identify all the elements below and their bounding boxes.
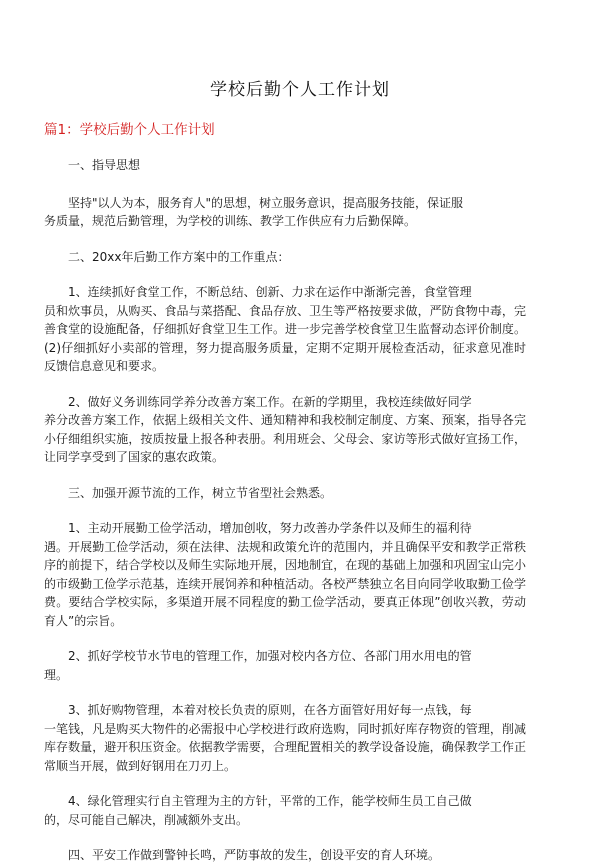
paragraph-continuation: 一笔钱，凡是购买大物件的必需报中心学校进行政府选购，同时抓好库存物资的管理，削减库存数量，避开积压资金。依据教学需要，合理配置相关的教学设备设施，确保教学工作正常顺当开展，做到好钢用在刀刃上。 <box>44 721 526 773</box>
paragraph-first-line: 3、抓好购物管理，本着对校长负责的原则，在各方面管好用好每一点钱，每 <box>68 703 472 717</box>
paragraph-continuation: 的，尽可能自己解决，削减额外支出。 <box>44 812 249 827</box>
paragraph-nutrition <box>44 393 526 467</box>
paragraph-continuation: 理。 <box>44 667 69 682</box>
paragraph-first-line: 1、主动开展勤工俭学活动，增加创收，努力改善办学条件以及师生的福利待 <box>68 521 472 535</box>
heading-work-focus: 二、20xx年后勤工作方案中的工作重点： <box>68 249 290 264</box>
heading-cost-saving: 三、加强开源节流的工作，树立节省型社会熟悉。 <box>68 485 333 500</box>
paragraph-first-line: 2、抓好学校节水节电的管理工作，加强对校内各方位、各部门用水用电的管 <box>68 649 472 663</box>
paragraph-continuation: 遇。开展勤工俭学活动，须在法律、法规和政策允许的范围内，并且确保平安和教学正常秩序的前提下，结合学校以及师生实际地开展，因地制宜，在现的基础上加强和巩固宝山完小的市级勤工俭学示范基，连续开展饲养和种植活动。各校严禁独立名目向同学收取勤工俭学费。要结合学校实际，多渠道开展不同程度的勤工俭学活动，要真正体现”创收兴教，劳动育人”的宗旨。 <box>44 539 526 628</box>
paragraph-greening <box>44 792 526 829</box>
heading-safety: 四、平安工作做到警钟长鸣，严防事故的发生，创设平安的育人环境。 <box>68 848 441 862</box>
paragraph-canteen <box>44 283 526 376</box>
paragraph-continuation: 员和炊事员，从购买、食品与菜搭配、食品存放、卫生等严格按要求做，严防食物中毒，完善食堂的设施配备，仔细抓好食堂卫生工作。进一步完善学校食堂卫生监督动态评价制度。(2)仔细抓好小卖部的管理，努力提高服务质量，定期不定期开展检查活动，征求意见准时反馈信息意见和要求。 <box>44 303 526 373</box>
paragraph-first-line: 1、连续抓好食堂工作，不断总结、创新、力求在运作中渐渐完善，食堂管理 <box>68 285 472 299</box>
paragraph-first-line: 4、绿化管理实行自主管理为主的方针，平常的工作，能学校师生员工自己做 <box>68 794 472 808</box>
paragraph-first-line: 坚持"以人为本，服务育人"的思想，树立服务意识，提高服务技能，保证服 <box>68 195 464 210</box>
paragraph-purchasing <box>44 701 526 775</box>
document-title: 学校后勤个人工作计划 <box>210 80 390 100</box>
paragraph-guiding-ideology <box>44 194 526 231</box>
paragraph-first-line: 2、做好义务训练同学养分改善方案工作。在新的学期里，我校连续做好同学 <box>68 394 472 409</box>
heading-guiding-ideology: 一、指导思想 <box>68 158 141 172</box>
paragraph-work-study <box>44 519 526 630</box>
paragraph-continuation: 养分改善方案工作，依据上级相关文件、通知精神和我校制定制度、方案、预案，指导各完小仔细组织实施，按质按量上报各种表册。利用班会、父母会、家访等形式做好宣扬工作，让同学享受到了国家的惠农政策。 <box>44 413 526 464</box>
paragraph-water-electricity <box>44 647 526 684</box>
section-heading: 篇1：学校后勤个人工作计划 <box>44 122 215 138</box>
paragraph-continuation: 务质量，规范后勤管理，为学校的训练、教学工作供应有力后勤保障。 <box>44 214 417 228</box>
